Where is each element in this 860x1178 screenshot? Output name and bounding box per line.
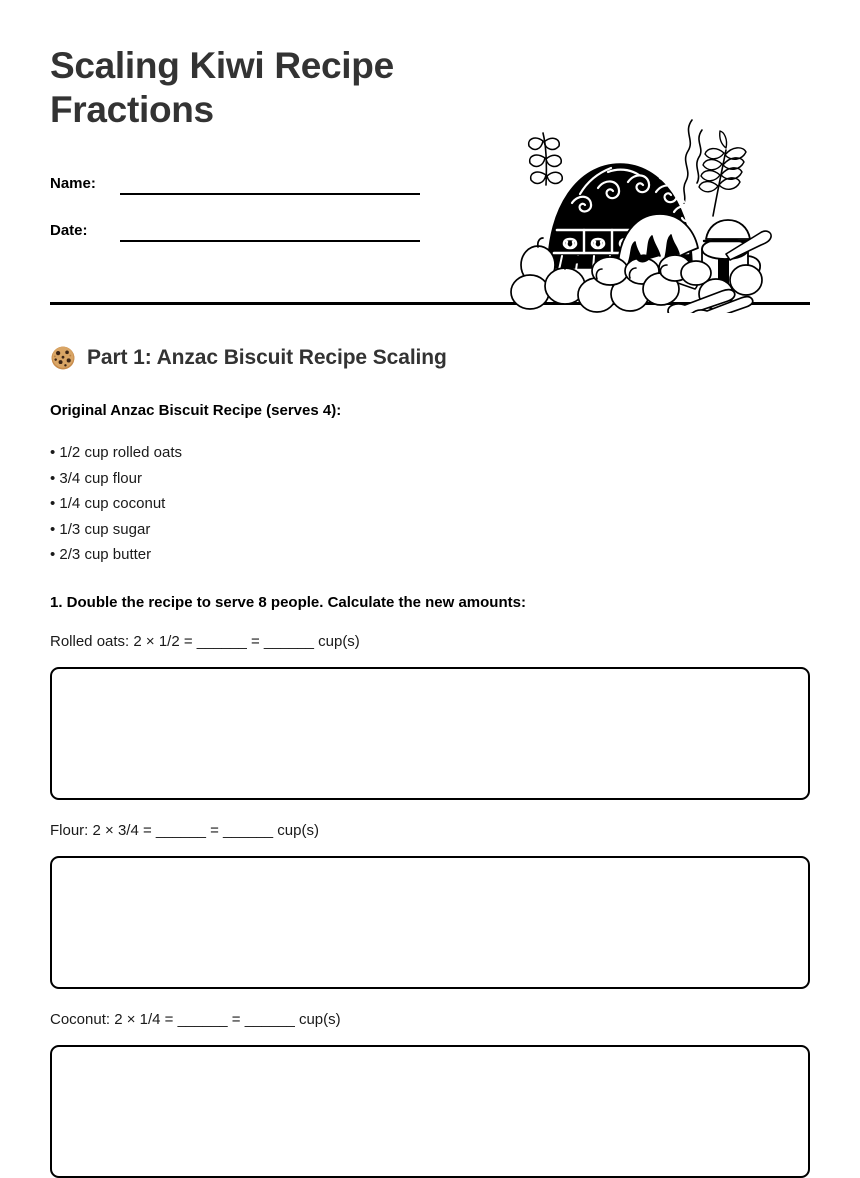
list-item: • 2/3 cup butter: [50, 546, 152, 564]
name-field-label: Name:: [50, 175, 96, 193]
name-input-rule[interactable]: [120, 193, 420, 195]
bread-oven-harvest-illustration: [510, 108, 772, 313]
section-title: Part 1: Anzac Biscuit Recipe Scaling: [87, 346, 447, 369]
cookie-icon: [50, 345, 76, 371]
answer-box-flour[interactable]: [50, 856, 810, 989]
prompt-rolled-oats: Rolled oats: 2 × 1/2 = ______ = ______ cup(s): [50, 632, 360, 650]
recipe-subheading: Original Anzac Biscuit Recipe (serves 4):: [50, 402, 342, 419]
list-item: • 3/4 cup flour: [50, 469, 142, 487]
worksheet-header: [50, 0, 810, 296]
date-field-label: Date:: [50, 222, 88, 240]
ingredient-list: [50, 440, 810, 568]
page-title: Scaling Kiwi Recipe Fractions: [50, 45, 394, 131]
answer-box-coconut[interactable]: [50, 1045, 810, 1178]
list-item: • 1/4 cup coconut: [50, 495, 166, 513]
date-input-rule[interactable]: [120, 240, 420, 242]
list-item: • 1/2 cup rolled oats: [50, 444, 182, 461]
part-1-section: [50, 345, 810, 1178]
answer-box-rolled-oats[interactable]: [50, 667, 810, 800]
prompt-flour: Flour: 2 × 3/4 = ______ = ______ cup(s): [50, 821, 319, 839]
question-1-text: 1. Double the recipe to serve 8 people. Calculate the new amounts:: [50, 593, 526, 611]
list-item: • 1/3 cup sugar: [50, 520, 151, 538]
prompt-coconut: Coconut: 2 × 1/4 = ______ = ______ cup(s): [50, 1010, 341, 1028]
section-heading: [50, 345, 810, 371]
